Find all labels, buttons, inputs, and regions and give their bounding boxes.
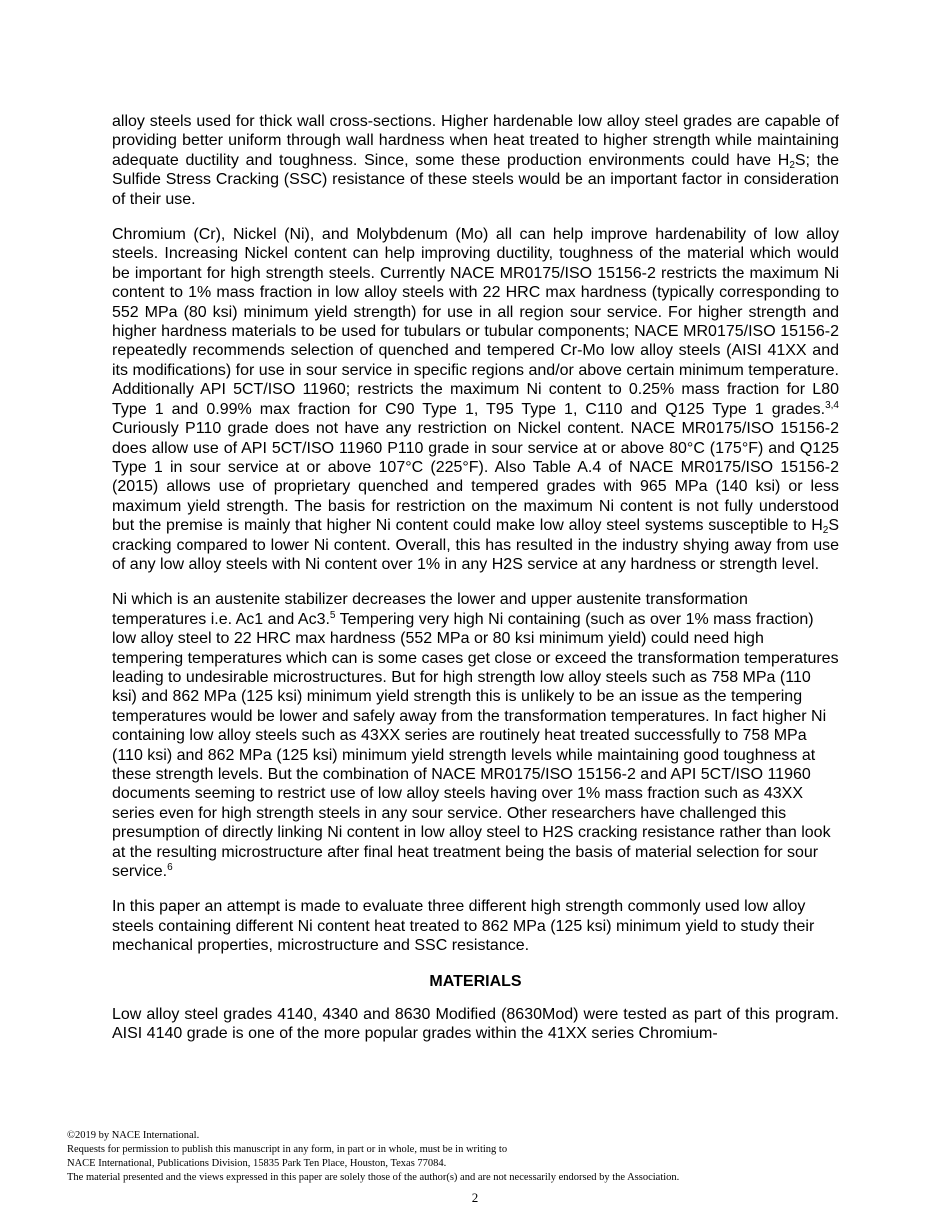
section-heading-materials: MATERIALS	[429, 972, 522, 990]
p1-text-b: S; the Sulfide Stress Cracking (SSC) resistance of these steels would be an important factor in consideration of their use.	[112, 151, 839, 208]
copyright-footer	[67, 1129, 897, 1185]
footer-copyright: ©2019 by NACE International.	[67, 1130, 200, 1141]
paragraph-5: Low alloy steel grades 4140, 4340 and 8630 Modified (8630Mod) were tested as part of this program. AISI 4140 grade is one of the more popular grades within the 41XX series Chromium-	[112, 1006, 839, 1043]
p2-text-b: Curiously P110 grade does not have any restriction on Nickel content. NACE MR0175/ISO 15156-2 does allow use of API 5CT/ISO 11960 P110 grade in sour service at or above 80°C (175°F) and Q125 Type 1 in sour service at or above 107°C (225°F). Also Table A.4 of NACE MR0175/ISO 15156-2 (2015) allows use of proprietary quenched and tempered grades with 965 MPa (140 ksi) or less maximum yield strength. The basis for restriction on the maximum Ni content is not fully understood but the premise is mainly that higher Ni content could make low alloy steel systems susceptible to H	[112, 420, 839, 535]
p3-superscript-1: 5	[329, 609, 336, 621]
footer-line-2: Requests for permission to publish this manuscript in any form, in part or in whole, must be in writing to	[67, 1144, 508, 1155]
paragraph-1	[112, 112, 839, 209]
p1-text-a: alloy steels used for thick wall cross-sections. Higher hardenable low alloy steel grades are capable of providing better uniform through wall hardness when heat treated to higher strength while maintaining adequate ductility and toughness. Since, some these production environments could have H	[112, 113, 839, 169]
p2-text-c: S cracking compared to lower Ni content. Overall, this has resulted in the industry shying away from use of any low alloy steels with Ni content over 1% in any H2S service at any hardness or strength level.	[112, 517, 839, 573]
footer-line-3: NACE International, Publications Division, 15835 Park Ten Place, Houston, Texas 77084.	[67, 1158, 447, 1169]
p1-subscript: 2	[789, 159, 795, 171]
p3-text-a: Ni which is an austenite stabilizer decreases the lower and upper austenite transformation temperatures i.e. Ac1 and Ac3.	[112, 591, 748, 628]
p3-superscript-2: 6	[167, 862, 173, 874]
p2-superscript: 3,4	[825, 399, 839, 411]
paragraph-2	[112, 225, 839, 574]
page-number: 2	[471, 1190, 479, 1205]
paragraph-3	[112, 590, 839, 881]
p2-subscript: 2	[822, 525, 829, 537]
p2-text-a: Chromium (Cr), Nickel (Ni), and Molybdenum (Mo) all can help improve hardenability of low alloy steels. Increasing Nickel content can help improving ductility, toughness of the material which would be important for high strength steels. Currently NACE MR0175/ISO 15156-2 restricts the maximum Ni content to 1% mass fraction in low alloy steels with 22 HRC max hardness (typically corresponding to 552 MPa (80 ksi) minimum yield strength) for use in all region sour service. For higher strength and higher hardness materials to be used for tubulars or tubular components; NACE MR0175/ISO 15156-2 repeatedly recommends selection of quenched and tempered Cr-Mo low alloy steels (AISI 41XX and its modifications) for use in sour service in specific regions and/or above certain minimum temperature. Additionally API 5CT/ISO 11960; restricts the maximum Ni content to 0.25% mass fraction for L80 Type 1 and 0.99% max fraction for C90 Type 1, T95 Type 1, C110 and Q125 Type 1 grades.	[112, 226, 839, 418]
body-text	[112, 112, 839, 1060]
footer-line-4: The material presented and the views expressed in this paper are solely those of the author(s) and are not necessarily endorsed by the Association.	[67, 1172, 680, 1183]
paragraph-4: In this paper an attempt is made to evaluate three different high strength commonly used low alloy steels containing different Ni content heat treated to 862 MPa (125 ksi) minimum yield to study their mechanical properties, microstructure and SSC resistance.	[112, 898, 815, 955]
p3-text-b: Tempering very high Ni containing (such as over 1% mass fraction) low alloy steel to 22 HRC max hardness (552 MPa or 80 ksi minimum yield) could need high tempering temperatures which can is some cases get close or exceed the transformation temperatures leading to undesirable microstructures. But for high strength low alloy steels such as 758 MPa (110 ksi) and 862 MPa (125 ksi) minimum yield strength this is unlikely to be an issue as the tempering temperatures would be lower and safely away from the transformation temperatures. In fact higher Ni containing low alloy steels such as 43XX series are routinely heat treated successfully to 758 MPa (110 ksi) and 862 MPa (125 ksi) minimum yield strength levels while maintaining good toughness at these strength levels. But the combination of NACE MR0175/ISO 15156-2 and API 5CT/ISO 11960 documents seeming to restrict use of low alloy steels having over 1% mass fraction such as 43XX series even for high strength steels in any sour service. Other researchers have challenged this presumption of directly linking Ni content in low alloy steel to H2S cracking resistance rather than look at the resulting microstructure after final heat treatment being the basis of material selection for sour service.	[112, 610, 839, 881]
